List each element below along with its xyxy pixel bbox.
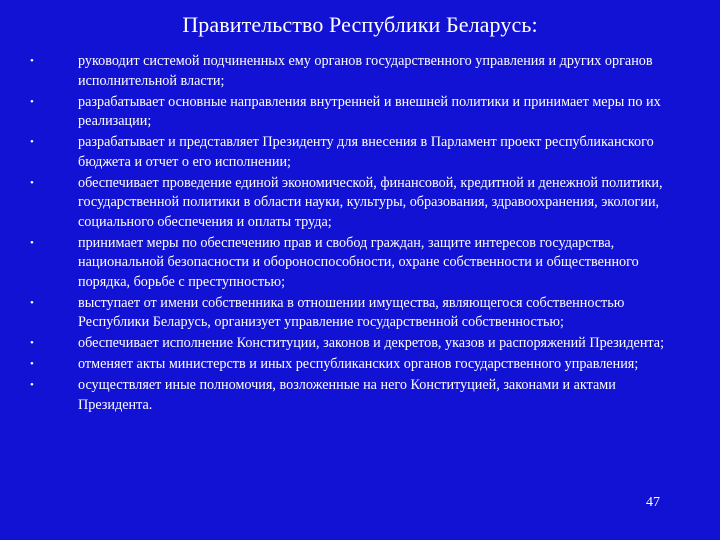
bullet-item (30, 294, 670, 333)
bullet-text: разрабатывает и представляет Президенту для внесения в Парламент проект республиканского бюджета и отчет о его исполнении; (78, 134, 654, 170)
bullet-icon: • (30, 55, 34, 67)
bullet-text: разрабатывает основные направления внутренней и внешней политики и принимает меры по их реализации; (78, 93, 661, 129)
bullet-item (30, 174, 670, 233)
bullet-text: обеспечивает проведение единой экономической, финансовой, кредитной и денежной политики, государственной политики в области науки, культуры, образования, здравоохранения, экологии, социального обеспечения и оплаты труда; (78, 174, 663, 230)
bullet-text: обеспечивает исполнение Конституции, законов и декретов, указов и распоряжений Президента; (78, 335, 665, 351)
bullet-icon: • (30, 136, 34, 148)
bullet-icon: • (30, 337, 34, 349)
bullet-text: выступает от имени собственника в отношении имущества, являющегося собственностью Республики Беларусь, организует управление государственной собственностью; (78, 294, 625, 330)
bullet-item (30, 234, 670, 293)
bullet-text: принимает меры по обеспечению прав и свобод граждан, защите интересов государства, национальной безопасности и обороноспособности, охране собственности и общественного порядка, борьбе с преступностью; (78, 234, 639, 290)
bullet-icon: • (30, 358, 34, 370)
page-number: 47 (646, 495, 660, 510)
bullet-item (30, 93, 670, 132)
bullet-icon: • (30, 296, 34, 309)
bullet-icon: • (30, 95, 34, 108)
bullet-text: осуществляет иные полномочия, возложенные на него Конституцией, законами и актами Президента. (78, 377, 616, 413)
bullet-list (30, 52, 670, 417)
bullet-icon: • (30, 379, 34, 391)
bullet-item (30, 355, 670, 375)
bullet-item (30, 334, 670, 354)
bullet-item (30, 376, 670, 415)
bullet-item (30, 133, 670, 172)
bullet-text: руководит системой подчиненных ему органов государственного управления и других органов исполнительной власти; (78, 53, 653, 89)
bullet-icon: • (30, 176, 34, 189)
bullet-text: отменяет акты министерств и иных республиканских органов государственного управления; (78, 356, 639, 372)
slide-title: Правительство Республики Беларусь: (182, 12, 538, 37)
bullet-icon: • (30, 236, 34, 249)
bullet-item (30, 52, 670, 91)
